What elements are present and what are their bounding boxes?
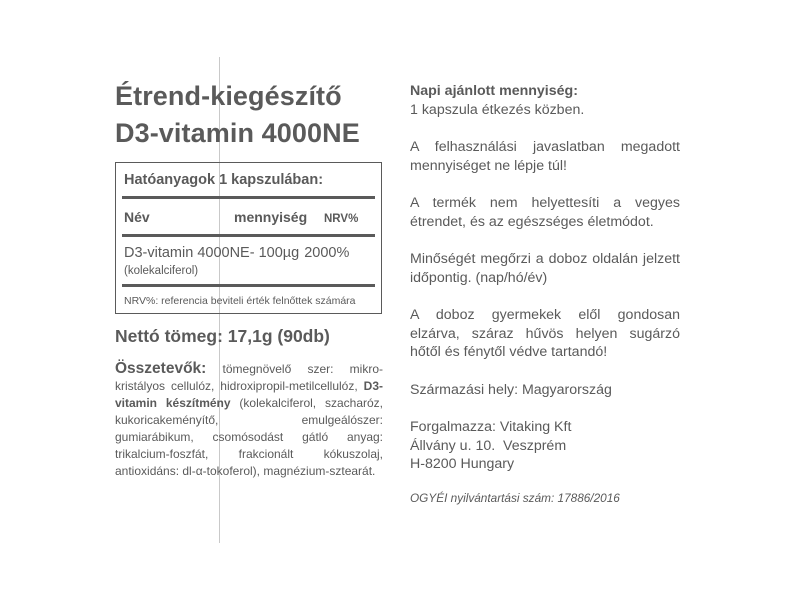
dose-text: 1 kapszula étkezés közben. [410, 101, 585, 118]
left-column [115, 78, 385, 480]
active-ingredients-table [115, 162, 382, 314]
origin: Származási hely: Magyarország [410, 381, 612, 398]
right-column [410, 82, 680, 526]
composition-part1: tömegnövelő szer: mikro-kristályos cellulóz, hidroxipropil-metilcellulóz, [115, 362, 383, 393]
column-nrv: NRV% [324, 213, 359, 225]
column-name: Név [124, 209, 150, 225]
nrv-footnote: NRV%: referencia beviteli érték felnőttek számára [124, 295, 356, 307]
column-amount: mennyiség [234, 209, 308, 225]
table-column-headers [116, 199, 381, 234]
product-title-line2: D3-vitamin 4000NE [115, 118, 360, 148]
distributor-line2: Állvány u. 10. Veszprém [410, 437, 567, 454]
distributor [410, 418, 680, 474]
distributor-line3: H-8200 Hungary [410, 456, 515, 472]
table-header: Hatóanyagok 1 kapszulában: [124, 172, 324, 188]
ingredient-name: D3-vitamin 4000NE [124, 245, 250, 261]
composition-lead: Összetevők: [115, 360, 207, 377]
registration-number: OGYÉI nyilvántartási szám: 17886/2016 [410, 490, 620, 505]
composition-text [115, 360, 383, 480]
net-weight: Nettó tömeg: 17,1g (90db) [115, 326, 330, 346]
product-title-line1: Étrend-kiegészítő [115, 81, 342, 111]
composition-bold: D3-vitamin készítmény [115, 379, 383, 410]
storage-instructions: A doboz gyermekek elől gondosan elzárva, száraz hűvös helyen sugárzó hőtől és fénytől védve tartandó! [410, 307, 680, 360]
warning-dose: A felhasználási javaslatban megadott mennyiséget ne lépje túl! [410, 139, 680, 174]
composition-part2: (kolekalciferol, szacharóz, kukoricakeményítő, emulgeálószer: gumiarábikum, csomósodást gátló anyag: trikalcium-foszfát, frakcionált kókuszolaj, antioxidáns: dl-α-tokoferol), magnézium-sztearát. [115, 396, 384, 478]
best-before: Minőségét megőrzi a doboz oldalán jelzett időpontig. (nap/hó/év) [410, 251, 680, 286]
ingredient-amount: - 100µg [249, 245, 300, 261]
ingredient-subname: (kolekalciferol) [124, 265, 199, 277]
table-row [116, 237, 381, 284]
dose-heading: Napi ajánlott mennyiség: [410, 83, 578, 99]
warning-diet: A termék nem helyettesíti a vegyes étrendet, és az egészséges életmódot. [410, 195, 680, 230]
ingredient-nrv: 2000% [304, 245, 350, 261]
distributor-line1: Forgalmazza: Vitaking Kft [410, 419, 572, 435]
